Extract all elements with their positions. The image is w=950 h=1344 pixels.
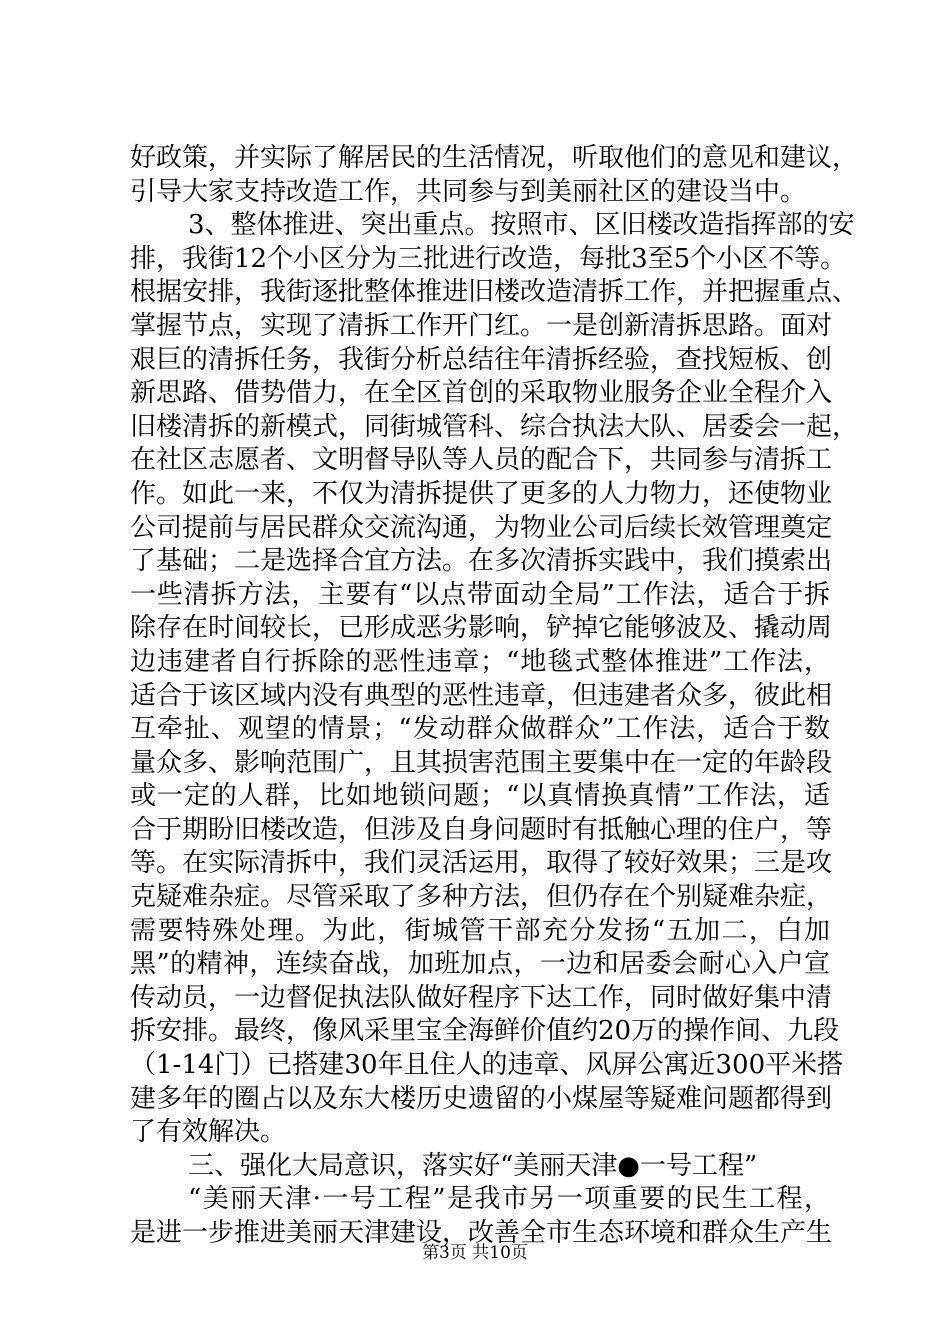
text-line: 掌握节点，实现了清拆工作开门红。一是创新清拆思路。面对 xyxy=(130,310,833,341)
text-line: 排，我街12个小区分为三批进行改造，每批3至5个小区不等。 xyxy=(130,243,847,274)
text-line: 需要特殊处理。为此，街城管干部充分发扬“五加二，白加 xyxy=(130,915,830,946)
text-line: 等。在实际清拆中，我们灵活运用，取得了较好效果；三是攻 xyxy=(130,848,833,879)
text-line: 合于期盼旧楼改造，但涉及自身问题时有抵触心理的住户，等 xyxy=(130,814,833,845)
text-line: 是进一步推进美丽天津建设，改善全市生态环境和群众生产生 xyxy=(130,1218,833,1248)
text-line: 了有效解决。 xyxy=(130,1117,287,1148)
text-line: 根据安排，我街逐批整体推进旧楼改造清拆工作，并把握重点、 xyxy=(130,277,859,308)
text-line: 克疑难杂症。尽管采取了多种方法，但仍存在个别疑难杂症， xyxy=(130,882,833,913)
text-line: 一些清拆方法，主要有“以点带面动全局”工作法，适合于拆 xyxy=(130,579,830,610)
text-line: 除存在时间较长，已形成恶劣影响，铲掉它能够波及、撬动周 xyxy=(130,613,833,644)
text-line: 作。如此一来，不仅为清拆提供了更多的人力物力，还使物业 xyxy=(130,478,833,509)
text-line: 好政策，并实际了解居民的生活情况，听取他们的意见和建议， xyxy=(130,143,859,173)
text-line: 互牵扯、观望的情景；“发动群众做群众”工作法，适合于数 xyxy=(130,714,830,745)
text-line: 传动员，一边督促执法队做好程序下达工作，同时做好集中清 xyxy=(130,982,833,1013)
page-indicator: 第3页 共10页 xyxy=(422,1243,528,1263)
text-line: 建多年的圈占以及东大楼历史遗留的小煤屋等疑难问题都得到 xyxy=(130,1083,833,1114)
text-line: “美丽天津·一号工程”是我市另一项重要的民生工程， xyxy=(188,1184,830,1215)
text-line: 或一定的人群，比如地锁问题；“以真情换真情”工作法，适 xyxy=(130,781,830,812)
text-line: 艰巨的清拆任务，我街分析总结往年清拆经验，查找短板、创 xyxy=(130,344,833,375)
text-line: 公司提前与居民群众交流沟通，为物业公司后续长效管理奠定 xyxy=(130,512,833,543)
text-line: 黑”的精神，连续奋战，加班加点，一边和居委会耐心入户宣 xyxy=(130,949,830,980)
paragraph-heading-line: 3、整体推进、突出重点。按照市、区旧楼改造指挥部的安 xyxy=(188,210,855,241)
text-line: 了基础；二是选择合宜方法。在多次清拆实践中，我们摸索出 xyxy=(130,546,833,577)
text-line: 量众多、影响范围广，且其损害范围主要集中在一定的年龄段 xyxy=(130,747,833,778)
text-line: 新思路、借势借力，在全区首创的采取物业服务企业全程介入 xyxy=(130,378,833,409)
text-line: 适合于该区域内没有典型的恶性违章，但违建者众多，彼此相 xyxy=(130,680,833,711)
text-line: 引导大家支持改造工作，共同参与到美丽社区的建设当中。 xyxy=(130,176,807,207)
section-heading: 三、强化大局意识，落实好“美丽天津●一号工程” xyxy=(188,1150,758,1181)
text-line: （1-14门）已搭建30年且住人的违章、风屏公寓近300平米搭 xyxy=(130,1050,844,1081)
text-line: 边违建者自行拆除的恶性违章；“地毯式整体推进”工作法， xyxy=(130,646,830,677)
text-line: 旧楼清拆的新模式，同街城管科、综合执法大队、居委会一起， xyxy=(130,411,859,442)
text-line: 在社区志愿者、文明督导队等人员的配合下，共同参与清拆工 xyxy=(130,445,833,476)
text-line: 拆安排。最终，像风采里宝全海鲜价值约20万的操作间、九段 xyxy=(130,1016,840,1047)
page-footer xyxy=(0,1242,950,1264)
document-body xyxy=(130,142,859,1251)
